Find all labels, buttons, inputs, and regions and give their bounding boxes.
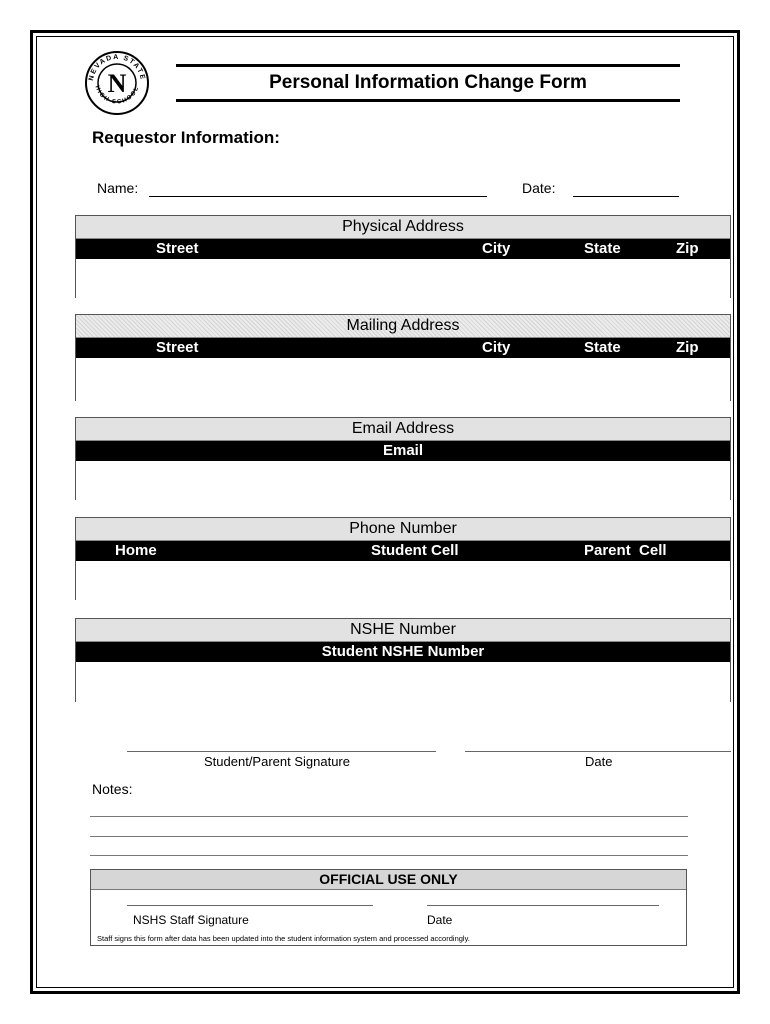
notes-line-2[interactable] <box>90 836 688 837</box>
column-email: Email <box>382 442 424 459</box>
physical-address-section <box>75 215 731 298</box>
column-state: State <box>584 240 621 257</box>
column-city: City <box>482 339 511 356</box>
section-title: NSHE Number <box>76 619 730 642</box>
date-field[interactable] <box>573 196 679 197</box>
logo-text-bottom: HIGH SCHOOL <box>93 85 141 106</box>
notes-line-3[interactable] <box>90 855 688 856</box>
official-use-heading: OFFICIAL USE ONLY <box>91 870 686 890</box>
nshe-number-section <box>75 618 731 702</box>
physical-address-entry[interactable] <box>76 259 730 298</box>
staff-signature-line[interactable] <box>127 905 373 906</box>
mailing-address-entry[interactable] <box>76 358 730 401</box>
section-title: Physical Address <box>76 216 730 239</box>
signature-date-line[interactable] <box>465 751 731 752</box>
staff-instructions: Staff signs this form after data has been updated into the student information system and processed accordingly. <box>97 934 470 943</box>
column-header-bar <box>76 642 730 662</box>
section-title: Email Address <box>76 418 730 441</box>
mailing-address-section <box>75 314 731 401</box>
signature-date-label: Date <box>585 754 613 769</box>
signature-label: Student/Parent Signature <box>204 754 350 769</box>
column-header-bar <box>76 338 730 358</box>
title-rule-bottom <box>176 99 680 102</box>
title-rule-top <box>176 64 680 67</box>
column-city: City <box>482 240 511 257</box>
column-header-bar <box>76 239 730 259</box>
name-field[interactable] <box>149 196 487 197</box>
logo-letter: N <box>107 69 127 98</box>
requestor-heading: Requestor Information: <box>92 128 280 147</box>
staff-signature-label: NSHS Staff Signature <box>133 913 249 927</box>
notes-line-1[interactable] <box>90 816 688 817</box>
column-zip: Zip <box>676 240 699 257</box>
column-zip: Zip <box>676 339 699 356</box>
staff-date-line[interactable] <box>427 905 659 906</box>
form-title: Personal Information Change Form <box>269 72 587 93</box>
column-student-nshe: Student NSHE Number <box>321 643 485 660</box>
staff-date-label: Date <box>427 913 453 927</box>
name-label: Name: <box>97 180 139 196</box>
email-entry[interactable] <box>76 461 730 500</box>
column-state: State <box>584 339 621 356</box>
column-header-bar <box>76 541 730 561</box>
column-student-cell: Student Cell <box>371 542 459 559</box>
school-logo <box>84 50 150 116</box>
page-inner-border <box>36 36 734 988</box>
column-parent-cell: Parent Cell <box>584 542 667 559</box>
column-street: Street <box>156 339 199 356</box>
notes-label: Notes: <box>92 781 133 797</box>
section-title: Mailing Address <box>76 315 730 338</box>
nshe-entry[interactable] <box>76 662 730 702</box>
column-home: Home <box>115 542 157 559</box>
email-address-section <box>75 417 731 500</box>
phone-entry[interactable] <box>76 561 730 600</box>
logo-text-top: NEVADA STATE <box>87 53 146 82</box>
section-title: Phone Number <box>76 518 730 541</box>
date-label: Date: <box>522 180 556 196</box>
official-use-box <box>90 869 687 946</box>
column-header-bar <box>76 441 730 461</box>
student-parent-signature-line[interactable] <box>127 751 436 752</box>
phone-number-section <box>75 517 731 600</box>
column-street: Street <box>156 240 199 257</box>
